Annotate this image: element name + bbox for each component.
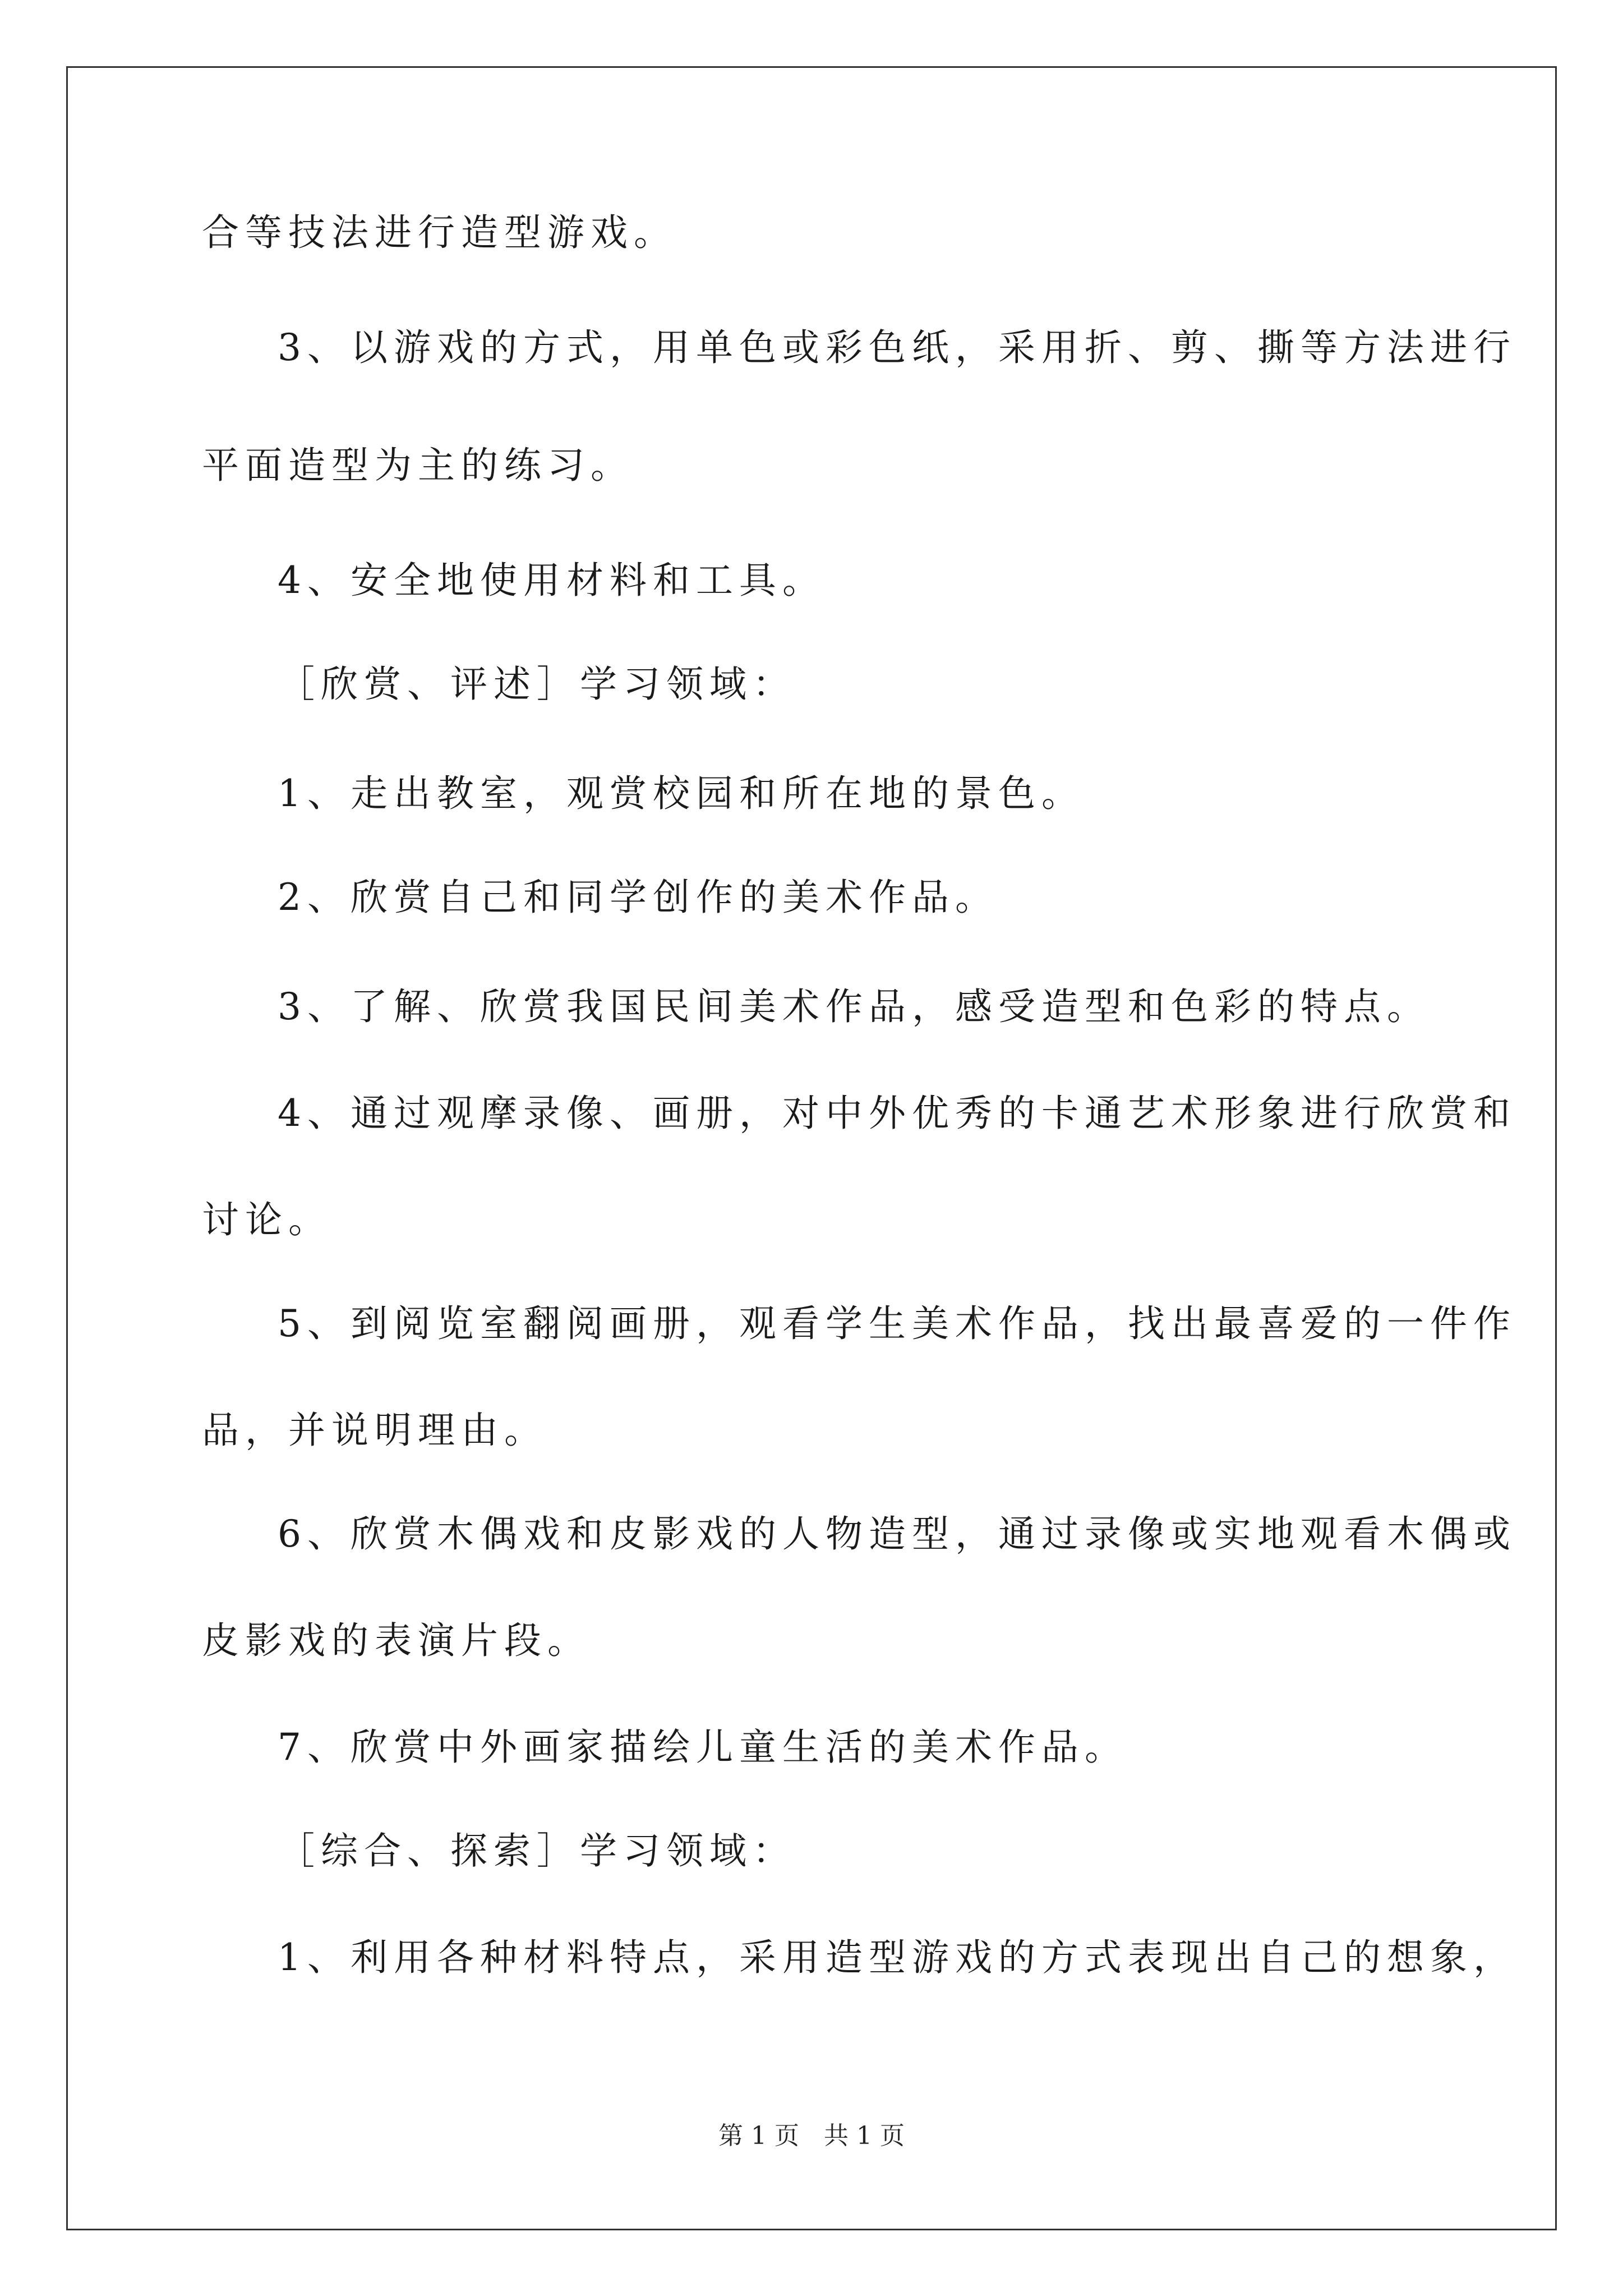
text-line: 5、到阅览室翻阅画册，观看学生美术作品，找出最喜爱的一件作 bbox=[278, 1302, 1516, 1345]
section-heading: ［欣赏、评述］学习领域： bbox=[278, 662, 796, 706]
text-line: 讨论。 bbox=[202, 1198, 331, 1241]
text-line: 3、以游戏的方式，用单色或彩色纸，采用折、剪、撕等方法进行 bbox=[278, 326, 1516, 369]
text-line: 1、走出教室，观赏校园和所在地的景色。 bbox=[278, 772, 1085, 815]
page-footer: 第 1 页 共 1 页 bbox=[718, 2122, 905, 2150]
text-line: 6、欣赏木偶戏和皮影戏的人物造型，通过录像或实地观看木偶或 bbox=[278, 1512, 1516, 1556]
text-line: 4、安全地使用材料和工具。 bbox=[278, 559, 826, 602]
text-line: 7、欣赏中外画家描绘儿童生活的美术作品。 bbox=[278, 1726, 1128, 1769]
text-line: 品，并说明理由。 bbox=[202, 1409, 547, 1452]
text-line: 平面造型为主的练习。 bbox=[202, 444, 634, 487]
text-line: 皮影戏的表演片段。 bbox=[202, 1619, 591, 1662]
text-line: 2、欣赏自己和同学创作的美术作品。 bbox=[278, 876, 998, 919]
section-heading: ［综合、探索］学习领域： bbox=[278, 1829, 796, 1872]
text-line: 1、利用各种材料特点，采用造型游戏的方式表现出自己的想象， bbox=[278, 1936, 1516, 1979]
text-line: 4、通过观摩录像、画册，对中外优秀的卡通艺术形象进行欣赏和 bbox=[278, 1092, 1516, 1135]
page-border bbox=[66, 66, 1557, 2230]
text-line: 合等技法进行造型游戏。 bbox=[202, 211, 677, 254]
text-line: 3、了解、欣赏我国民间美术作品，感受造型和色彩的特点。 bbox=[278, 985, 1430, 1028]
